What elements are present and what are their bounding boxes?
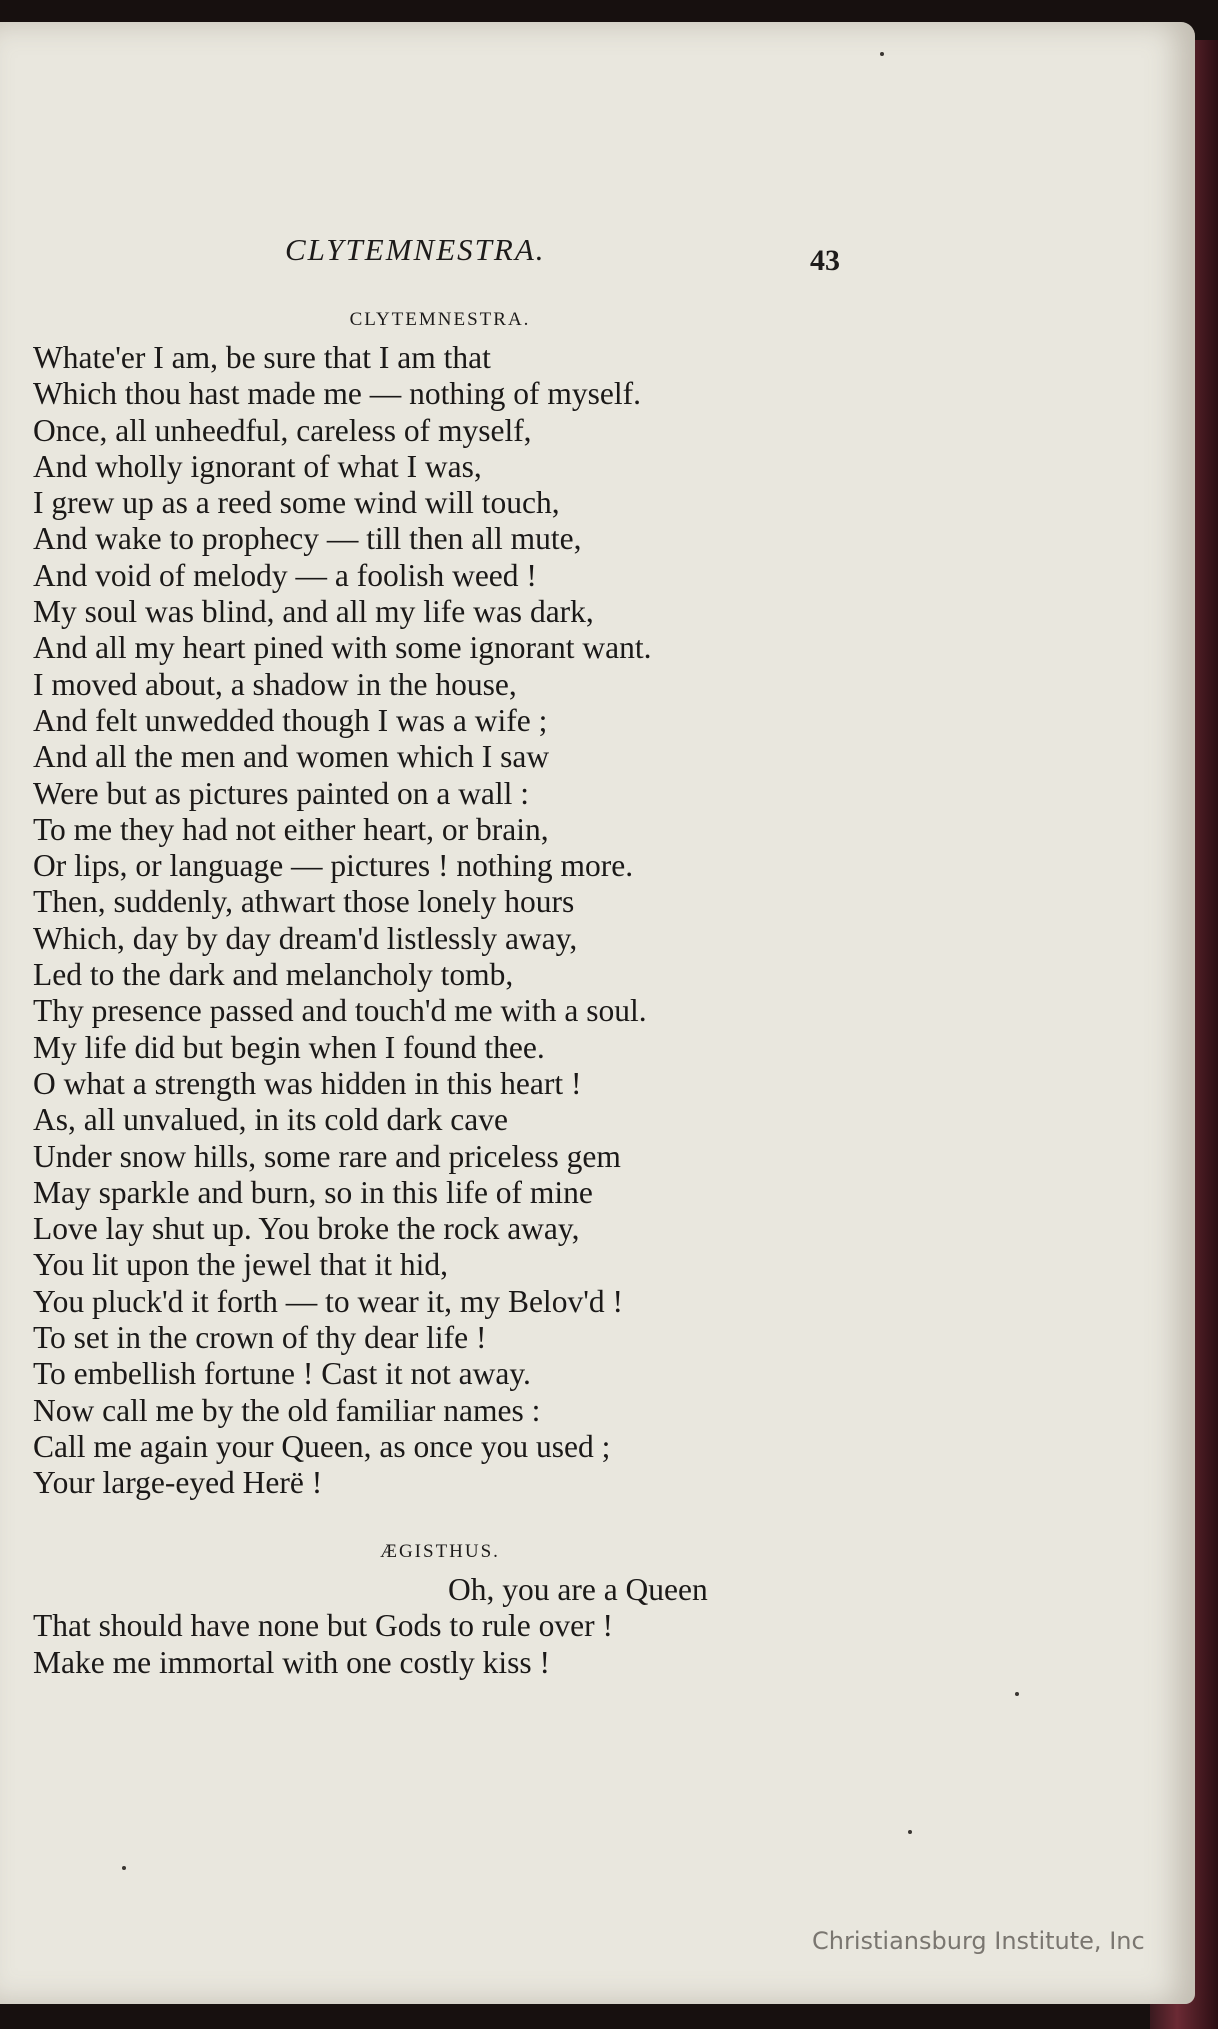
verse-block [33,340,652,1502]
verse-line: And wake to prophecy — till then all mute, [33,521,582,557]
verse-line: I moved about, a shadow in the house, [33,666,517,702]
verse-line: As, all unvalued, in its cold dark cave [33,1102,508,1138]
running-head: CLYTEMNESTRA. [285,232,546,267]
verse-line: May sparkle and burn, so in this life of mine [33,1174,593,1210]
verse-line: Make me immortal with one costly kiss ! [33,1644,551,1680]
speaker-name: CLYTEMNESTRA. [349,309,531,330]
verse-line: O what a strength was hidden in this heart ! [33,1065,582,1101]
verse-line: Or lips, or language — pictures ! nothing more. [33,848,634,884]
verse-line: Led to the dark and melancholy tomb, [33,957,514,993]
verse-line: Once, all unheedful, careless of myself, [33,412,532,448]
verse-line: And void of melody — a foolish weed ! [33,557,537,593]
verse-line: Love lay shut up. You broke the rock away, [33,1211,580,1247]
paper-speck [122,1866,126,1870]
paper-speck [880,52,884,56]
verse-line: And felt unwedded though I was a wife ; [33,702,548,738]
verse-line: Under snow hills, some rare and priceless gem [33,1138,621,1174]
verse-line: I grew up as a reed some wind will touch, [33,485,560,521]
speaker-name: ÆGISTHUS. [380,1541,500,1562]
book-page [0,22,1195,2004]
verse-line: Oh, you are a Queen [448,1572,708,1607]
verse-line: And all the men and women which I saw [33,739,550,775]
verse-line: To embellish fortune ! Cast it not away. [33,1356,531,1392]
watermark: Christiansburg Institute, Inc [812,1927,1145,1955]
verse-line: To me they had not either heart, or brain, [33,811,549,847]
verse-line: That should have none but Gods to rule over ! [33,1608,613,1644]
verse-line: Were but as pictures painted on a wall : [33,775,530,811]
verse-line: Whate'er I am, be sure that I am that [33,340,491,375]
verse-line: Call me again your Queen, as once you used ; [33,1428,611,1464]
verse-line: Then, suddenly, athwart those lonely hours [33,884,575,920]
verse-line: And all my heart pined with some ignorant want. [33,630,652,666]
verse-line: You pluck'd it forth — to wear it, my Belov'd ! [33,1283,623,1319]
verse-line: Thy presence passed and touch'd me with a soul. [33,993,647,1029]
verse-line: Which, day by day dream'd listlessly away, [33,920,578,956]
page-number: 43 [810,244,840,277]
verse-line: My life did but begin when I found thee. [33,1029,545,1065]
verse-line: To set in the crown of thy dear life ! [33,1320,487,1356]
verse-line: Now call me by the old familiar names : [33,1392,541,1428]
paper-speck [908,1830,912,1834]
verse-line: Your large-eyed Herë ! [33,1465,323,1501]
verse-line: You lit upon the jewel that it hid, [33,1247,449,1283]
verse-line: Which thou hast made me — nothing of myself. [33,376,642,412]
verse-block [33,1572,708,1681]
verse-line: And wholly ignorant of what I was, [33,448,482,484]
verse-line: My soul was blind, and all my life was dark, [33,594,594,630]
paper-speck [1015,1692,1019,1696]
